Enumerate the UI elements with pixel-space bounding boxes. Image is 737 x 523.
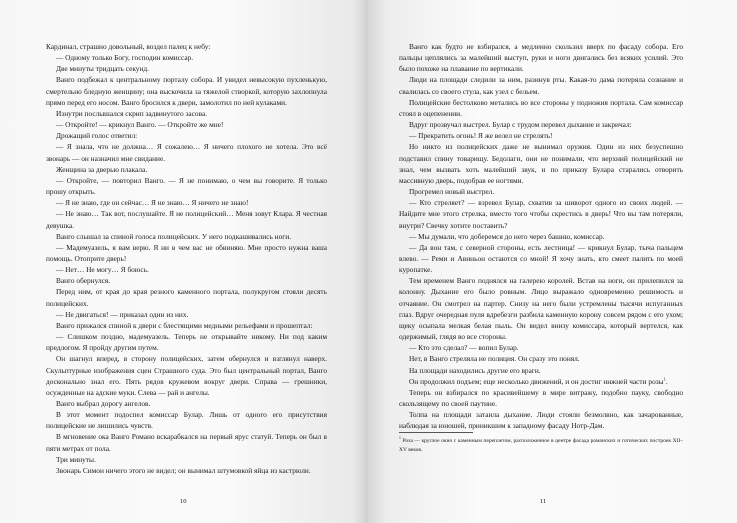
paragraph: Люди на площади следили за ним, разинув рты. Какая-то дама потеряла сознание и свалилась со своего стула, как узел с бельем. [399,75,683,96]
page-number: 10 [180,498,187,505]
paragraph: — Не двигаться! — приказал один из них. [56,309,189,319]
paragraph: Три минуты. [56,454,96,464]
paragraph: — Нет… Не могу… Я боюсь. [56,265,149,275]
paragraph: Толпа на площади затаила дыхание. Люди стояли безмолвно, как зачарованные, наблюдая за юношей, приникшим к западному фасаду Нотр-Дам. [399,410,683,431]
left-page-text [46,41,327,476]
paragraph: — Да вон там, с северной стороны, есть лестница! — крикнул Булар, тыча пальцем влево. — Реми и Авиньон остаются со мной! Я хочу знать, кто смеет палить по моей куропатке. [399,242,683,275]
paragraph: — Мадемуазель, я вам верю. Я ни в чем вас не обвиняю. Мне просто нужна ваша помощь. Отоприте дверь! [46,242,327,263]
paragraph: — Одному только Богу, господин комиссар. [56,53,194,63]
paragraph: Ванго как будто не взбирался, а медленно скользил вверх по фасаду собора. Его пальцы цеплялись за малейший выступ, руки и ноги двигались без всяких усилий. Это было похоже на плавание по вертикали. [399,42,683,74]
paragraph: Кардинал, страшно довольный, воздел палец к небу: [46,42,211,51]
right-page [368,0,737,523]
paragraph: Но никто из полицейских даже не вынимал оружия. Один из них безуспешно подставил спину товарищу. Бедолаги, они не понимали, что верхний полицейский не знал, чем вызвать хоть малейший звук, и по приказу Булара старались отворить массивную дверь, подобрав ее ногтями. [399,142,683,185]
paragraph: Две минуты тридцать секунд. [56,64,149,74]
paragraph: На площади находились другие его враги. [409,365,541,375]
page-number: 11 [540,498,547,505]
paragraph-with-footnote-ref: Он продолжил подъем; еще несколько движений, и он достиг нижней части розы$^1$. [409,376,668,386]
paragraph: — Прекратить огонь! Я же велел не стрелять! [409,131,553,141]
paragraph: Вдруг прозвучал выстрел. Булар с трудом перевел дыхание и закричал: [409,120,632,130]
paragraph: Дрожащий голос ответил: [56,131,138,141]
paragraph: Ванго слышал за спиной голоса полицейских. У него подкашивались ноги. [56,231,292,241]
paragraph: Ванго прижался спиной к двери с блестящими медными рельефами и прошептал: [56,320,313,330]
paragraph-text: Он продолжил подъем; еще несколько движений, и он достиг нижней части розы [409,376,664,386]
paragraph: Ванго обернулся. [56,276,111,286]
paragraph: Звонарь Симон ничего этого не видел; он вынимал штумовкой яйца из кастрюли. [56,465,311,475]
paragraph: Ванго подбежал к центральному порталу собора. И увидел невысокую пухленькую, смертельно бледную женщину; она выскочила за тяжелой створкой, которую захлопнула прямо перед его носом. Ванго бросился к двери, замолотил по ней кулаками. [46,75,327,107]
paragraph: — Откройте, — повторил Ванго. — Я не понимаю, о чем вы говорите. Я только прошу открыть. [46,175,327,197]
paragraph: — Мы думали, что доберемся до него через башню, комиссар. [409,231,605,241]
paragraph: Тем временем Ванго поднялся на галерею королей. Встав на ноги, он прилепился за колонну. Дыхание его было ровным. Лицо выражало одновременно решимость и отчаяние. Он смотрел на партер. Снизу на него были устремлены тысячи испуганных глаз. Вдруг очередная пуля вдребезги разбила каменную корону совсем рядом с его ухом; щеку осыпала мелкая белая пыль. Он видел внизу комиссара, который вертелся, как одержимый, глядя во все стороны. [399,276,683,342]
paragraph: — Я знала, что не должна… Я сожалею… Я ничего плохого не хотела. Это всё звонарь — он назначил мне свидание. [46,142,327,163]
paragraph: В мгновение ока Ванго Романо вскарабкался на первый ярус статуй. Теперь он был в пяти метрах от пола. [46,432,327,453]
paragraph: — Кто это сделал? — вопил Булар. [409,343,519,353]
footnote [399,437,683,454]
footnote-text: Роза — круглое окно с каменным переплетом, расположенное в центре фасада романских и готических построек XII–XV веков. [399,438,683,453]
paragraph: В этот момент подоспел комиссар Булар. Лишь от одного его присутствия полицейские не лишились чувств. [46,410,327,431]
footnote-divider [399,432,473,433]
paragraph: Изнутри послышался скрип задвинутого засова. [56,108,208,118]
paragraph: — Не знаю… Так вот, послушайте. Я не полицейский… Меня зовут Клара. Я честная девушка. [46,209,327,230]
left-page [0,0,368,523]
footnote-reference: 1 [663,376,666,382]
paragraph: Нет, в Ванго стреляла не полиция. Он сразу это понял. [409,354,580,364]
paragraph: Женщина за дверью плакала. [56,164,148,174]
paragraph: — Откройте! — крикнул Ванго. — Откройте же мне! [56,120,224,130]
paragraph: — Кто стреляет? — взревел Булар, схватив за шиворот одного из своих людей. — Найдите мне этого стрелка, вместо того чтобы скрестись в дверь! Что вы там потеряли, внутри? Свечку хотите поставить? [399,198,683,230]
footnote-marker: 1 [399,436,401,441]
paragraph: Теперь он взбирался по красивейшему в мире витражу, подобно пауку, свободно скользящему по своей паутине. [399,387,683,408]
right-page-text [399,41,683,431]
paragraph: — Слишком поздно, мадемуазель. Теперь не открывайте никому. Ни под каким предлогом. Я пройду другим путем. [46,332,327,353]
paragraph: Он шагнул вперед, в сторону полицейских, затем обернулся и взглянул наверх. Скульптурные изображения сцен Страшного суда. Это был центральный портал, Ванго досконально знал его. Пять рядов кружевом вокруг двери. Справа — грешники, осужденные на адские муки. Слева — рай и ангелы. [46,354,327,397]
paragraph: Ванго выбрал дорогу ангелов. [56,399,151,408]
paragraph: Перед ним, от края до края резного каменного портала, полукругом стояли десять полицейских. [46,287,327,308]
paragraph: — Я не знаю, где он сейчас… Я не знаю… Я ничего не знаю! [56,198,249,208]
paragraph: Прогремел новый выстрел. [409,187,495,197]
paragraph: Полицейские бестолково метались во все стороны у подножия портала. Сам комиссар стоял в оцепенении. [399,97,683,118]
